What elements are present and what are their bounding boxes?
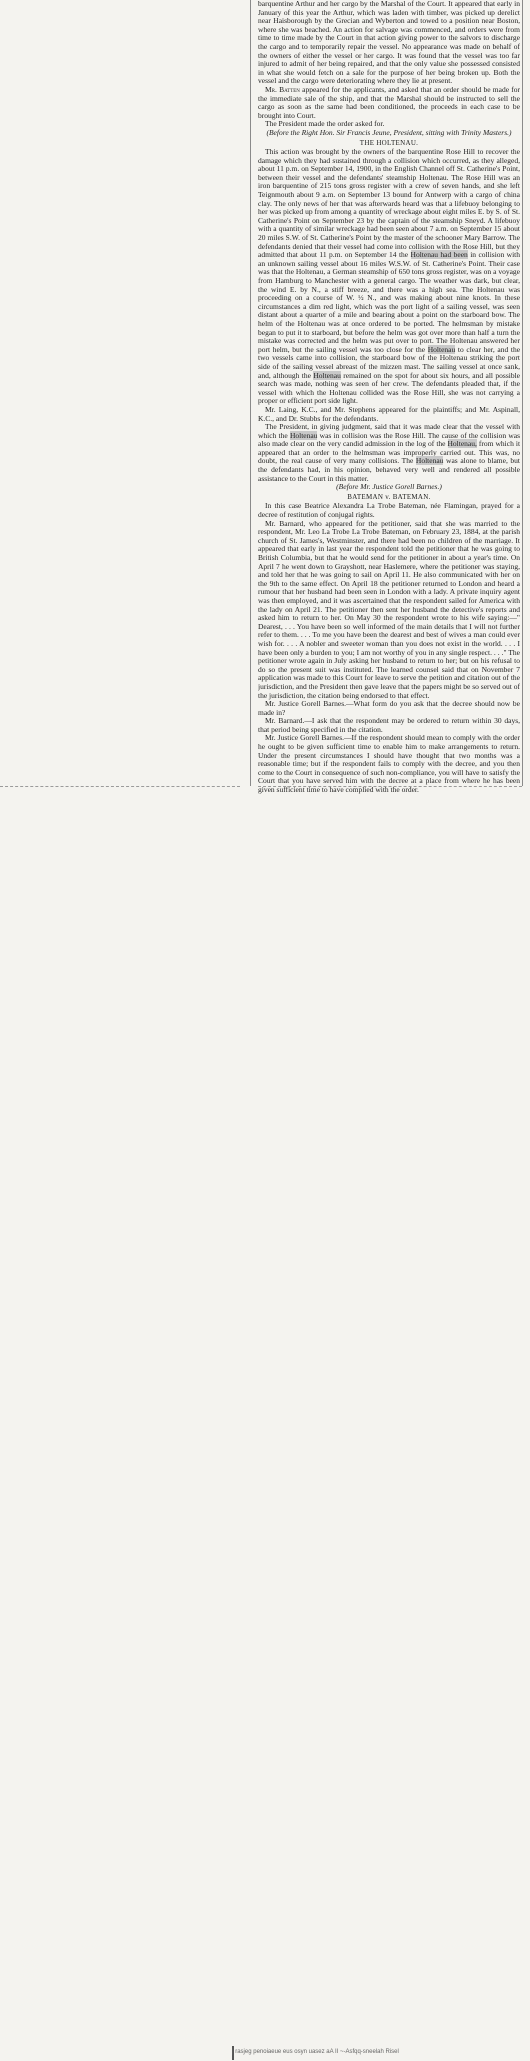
judgment-text-c: from which it appeared that an order to the helmsman was improperly carried out. This was, no doubt, the real cause of very many collisions. The [258,439,520,466]
holtenau-highlight-1: Holtenau had been [410,250,468,260]
case-title-holtenau: THE HOLTENAU. [359,138,419,147]
court-heading-2: (Before Mr. Justice Gorell Barnes.) [336,482,442,492]
barnard-paragraph: Mr. Barnard, who appeared for the petitioner, said that she was married to the respondent, Mr. Leo La Trobe La Trobe Bateman, on February 23, 1884, at the parish church of St. James's, Westminster, and there had been no children of the marriage. It appeared that early in last year the respondent told the petitioner that he was going to British Columbia, but that he would send for the petitioner in about a year's time. On April 7 he went down to Grayshott, near Haslemere, where the petitioner was staying, and told her that he was going to sail on April 11. He also communicated with her on the 9th to the same effect. On April 18 the petitioner returned to London and heard a rumour that her husband had been seen in London with a lady. A private inquiry agent was then employed, and it was ascertained that the respondent sailed for America with the lady on April 21. The petitioner then sent her husband the detective's reports and asked him to return to her. On May 30 the respondent wrote to his wife saying:—" Dearest, . . . You have been so well informed of the main details that I will not further refer to them. . . . To me you have been the dearest and best of wives a man could ever wish for. . . . A nobler and sweeter woman than you does not exist in the world. . . . I have been only a burden to you; I am not worthy of you in any single respect. . . ." The petitioner wrote again in July asking her husband to return to her; but on his refusal to do so the present suit was instituted. The learned counsel said that on November 7 application was made to this Court for leave to serve the petition and citation out of the jurisdiction, and the President then gave leave that the papers might be so served out of the jurisdiction, the citation being endorsed to that effect. [258,518,520,700]
question-paragraph: Mr. Justice Gorell Barnes.—What form do you ask that the decree should now be made in? [258,699,520,717]
holtenau-highlight-3: Holtenau [313,370,341,380]
column-rule-left [250,0,251,786]
case-title-bateman: BATEMAN v. BATEMAN. [347,492,431,501]
final-paragraph: Mr. Justice Gorell Barnes.—If the respondent should mean to comply with the order he ought to be given sufficient time to enable him to make arrangements to return. Under the present circumstances I should have thought that two months was a reasonable time; but if the respondent fails to comply with the decree, and you then come to the Court in consequence of such non-compliance, you will have to satisfy the Court that you have served him with the decree at a place from where he has been given sufficient time to have complied with the order. [258,733,520,795]
court-heading-1: (Before the Right Hon. Sir Francis Jeune, President, sitting with Trinity Masters.) [266,127,512,137]
batten-text: appeared for the applicants, and asked that an order should be made for the immediate sale of the ship, and that the Marshal should be instructed to sell the cargo as soon as the same had been conditioned, the proceeds in each case to be brought into Court. [258,84,520,120]
holtenau-paragraph [258,148,520,406]
judgment-text-b: was in collision was the Rose Hill. The cause of the collision was also made clear on the very candid admission in the log of the [258,430,520,449]
column-end-rule-right [258,786,522,787]
holtenau-highlight-2: Holtenau [427,344,456,354]
footer-fragment: | rasjeg penoiaeue eus osyn uasez aA II ~-Asfqq-sneelah Risel [232,2049,399,2055]
judgment-highlight-1: Holtenau [289,430,318,440]
column-end-rule-left [0,786,240,787]
judgment-text-d: was alone to blame, but the defendants had, in his opinion, behaved very well and rendered all possible assistance to the Court in this matter. [258,456,520,483]
judgment-text-a: The President, in giving judgment, said that it was made clear that the vessel with which the [258,422,520,440]
order-paragraph: The President made the order asked for. [265,119,385,129]
holtenau-text-c: to clear her, and the two vessels came into collision, the starboard bow of the Holtenau striking the port side of the sailing vessel abreast of the mizzen mast. The sailing vessel at once sank, and, although the [258,344,520,380]
counsel-paragraph: Mr. Laing, K.C., and Mr. Stephens appeared for the plaintiffs; and Mr. Aspinall, K.C., and Dr. Stubbs for the defendants. [258,404,520,423]
article-column [258,0,520,818]
bateman-paragraph: In this case Beatrice Alexandra La Trobe Bateman, née Flamingan, prayed for a decree of restitution of conjugal rights. [258,501,520,520]
judgment-highlight-3: Holtenau [415,456,444,466]
batten-name: Mr. Batten [265,84,300,94]
batten-paragraph [258,86,520,120]
column-rule-right [522,0,523,786]
judgment-highlight-2: Holtenau, [447,439,477,449]
answer-paragraph: Mr. Barnard.—I ask that the respondent may be ordered to return within 30 days, that period being specified in the citation. [258,716,520,734]
holtenau-text-d: remained on the spot for about six hours, and all possible search was made, nothing was seen of her crew. The defendants pleaded that, if the vessel with which the Holtenau collided was the Rose Hill, she was not carrying a proper or efficient port side light. [258,370,520,406]
judgment-paragraph [258,423,520,483]
intro-paragraph: barquentine Arthur and her cargo by the Marshal of the Court. It appeared that early in January of this year the Arthur, which was laden with timber, was picked up derelict near Haisborough by the Grecian and Wyberton and towed to a position near Boston, where she was beached. An action for salvage was commenced, and orders were from time to time made by the Court in that action giving power to the salvors to discharge the cargo and to temporarily repair the vessel. No appearance was made on behalf of the owners of either the vessel or her cargo. It was found that the vessel was too far injured to admit of her being repaired, and that the only value she possessed consisted in what she would fetch on a sale for the purpose of her being broken up. Both the vessel and the cargo were deteriorating where they lie at present. [258,0,520,86]
holtenau-text-a: This action was brought by the owners of the barquentine Rose Hill to recover the damage which they had sustained through a collision which occurred, as they alleged, about 11 p.m. on September 14, 1900, in the English Channel off St. Catherine's Point, between their vessel and the defendants' steamship Holtenau. The Rose Hill was an iron barquentine of 215 tons gross register with a crew of seven hands, and she left Teignmouth about 9 a.m. on September 13 bound for Antwerp with a cargo of china clay. The only news of her that was afterwards heard was that a lifebuoy belonging to her was picked up from among a quantity of wreckage about eight miles E. by S. of St. Catherine's Point on September 23 by the captain of the steamship Sneyd. A lifebuoy with a quantity of similar wreckage had been seen about 7 a.m. on September 15 about 20 miles S.W. of St. Catherine's Point by the master of the schooner Mary Barrow. The defendants denied that their vessel had come into collision with the Rose Hill, but they admitted that about 11 p.m. on September 14 the [258,147,520,260]
holtenau-text-b: in collision with an unknown sailing vessel about 16 miles W.S.W. of St. Catherine's Point. Their case was that the Holtenau, a German steamship of 650 tons gross register, was on a voyage from Hamburg to Manchester with a general cargo. The weather was dark, but clear, the wind E. by N., a stiff breeze, and there was a high sea. The Holtenau was proceeding on a course of W. ½ N., and was making about nine knots. In these circumstances a dim red light, which was the port light of a sailing vessel, was seen distant about a quarter of a mile and bearing about a point on the starboard bow. The helm of the Holtenau was at once ordered to be ported. The helmsman by mistake began to put it to starboard, but before the helm was got over more than half a turn the mistake was corrected and the helm was put over to port. The Holtenau answered her port helm, but the sailing vessel was too close for the [258,250,520,354]
